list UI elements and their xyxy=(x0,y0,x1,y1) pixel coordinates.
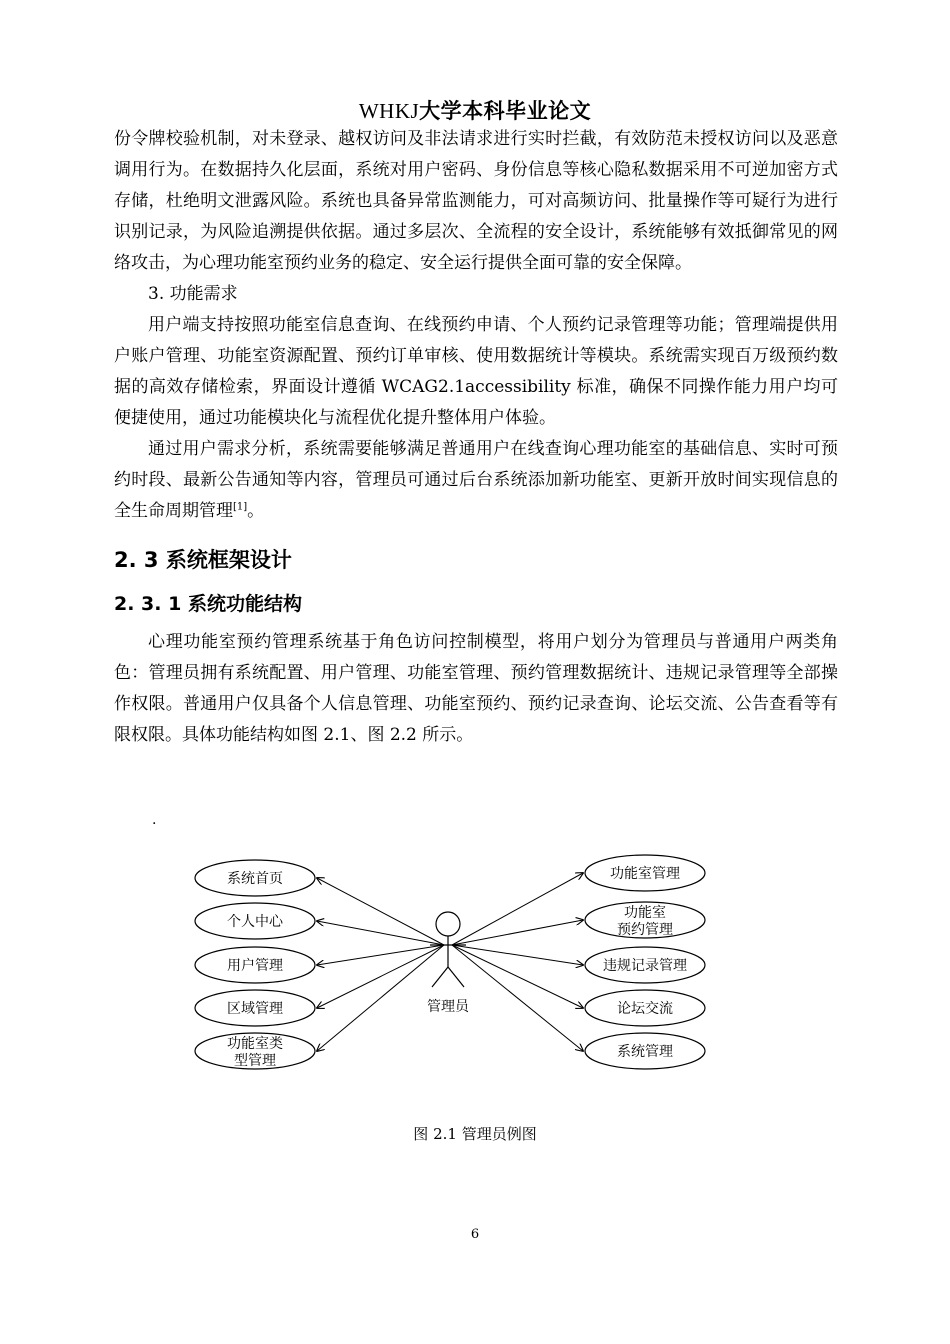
left-use-case-label-1: 系统首页 xyxy=(227,871,283,887)
subheading-functional-requirements: 3. 功能需求 xyxy=(148,284,238,304)
stray-dot: . xyxy=(152,812,157,828)
header-prefix: WHKJ xyxy=(358,99,420,123)
left-use-case-label-2: 个人中心 xyxy=(227,914,283,930)
right-use-case-label-3: 违规记录管理 xyxy=(603,958,687,974)
right-association-2 xyxy=(452,920,583,945)
right-use-case-label-4: 论坛交流 xyxy=(617,1001,673,1017)
left-use-case-label-4: 区域管理 xyxy=(227,1001,283,1017)
right-use-case-label-2-a: 功能室 xyxy=(624,905,666,921)
actor-label: 管理员 xyxy=(427,999,469,1015)
use-case-diagram xyxy=(190,845,720,1080)
citation-ref: [1] xyxy=(233,501,248,513)
left-use-case-label-3: 用户管理 xyxy=(227,958,283,974)
paragraph-needs-analysis-text: 通过用户需求分析，系统需要能够满足普通用户在线查询心理功能室的基础信息、实时可预约时段、最新公告通知等内容，管理员可通过后台系统添加新功能室、更新开放时间实现信息的全生命周期管理 xyxy=(114,439,838,521)
header-title: 大学本科毕业论文 xyxy=(419,99,592,123)
actor-head xyxy=(436,912,460,936)
page-number: 6 xyxy=(470,1227,480,1242)
figure-caption: 图 2.1 管理员例图 xyxy=(413,1125,537,1143)
page-header xyxy=(0,95,950,125)
paragraph-functional-requirements: 用户端支持按照功能室信息查询、在线预约申请、个人预约记录管理等功能；管理端提供用户账户管理、功能室资源配置、预约订单审核、使用数据统计等模块。系统需实现百万级预约数据的高效存储检索，界面设计遵循 WCAG2.1accessibility 标准，确保不同操作能力用户均可便捷使用，通过功能模块化与流程优化提升整体用户体验。 xyxy=(114,315,838,428)
subsection-heading: 2. 3. 1 系统功能结构 xyxy=(114,593,302,615)
left-association-2 xyxy=(317,921,444,945)
left-association-1 xyxy=(317,878,444,945)
paragraph-end-mark: 。 xyxy=(247,501,265,521)
paragraph-function-structure: 心理功能室预约管理系统基于角色访问控制模型，将用户划分为管理员与普通用户两类角色：管理员拥有系统配置、用户管理、功能室管理、预约管理数据统计、违规记录管理等全部操作权限。普通用户仅具备个人信息管理、功能室预约、预约记录查询、论坛交流、公告查看等有限权限。具体功能结构如图 2.1、图 2.2 所示。 xyxy=(114,632,838,745)
right-association-1 xyxy=(452,873,583,945)
actor-leg-right xyxy=(448,967,464,987)
right-use-case-label-1: 功能室管理 xyxy=(610,866,680,882)
actor-leg-left xyxy=(432,967,448,987)
right-use-case-label-5: 系统管理 xyxy=(617,1044,673,1060)
paragraph-security: 份令牌校验机制，对未登录、越权访问及非法请求进行实时拦截，有效防范未授权访问以及恶意调用行为。在数据持久化层面，系统对用户密码、身份信息等核心隐私数据采用不可逆加密方式存储，杜绝明文泄露风险。系统也具备异常监测能力，可对高频访问、批量操作等可疑行为进行识别记录，为风险追溯提供依据。通过多层次、全流程的安全设计，系统能够有效抵御常见的网络攻击，为心理功能室预约业务的稳定、安全运行提供全面可靠的安全保障。 xyxy=(114,129,838,273)
right-use-case-label-2-b: 预约管理 xyxy=(617,922,673,938)
left-use-case-label-5-a: 功能室类 xyxy=(227,1036,283,1052)
section-heading: 2. 3 系统框架设计 xyxy=(114,548,292,572)
paragraph-needs-analysis xyxy=(114,434,838,527)
left-use-case-label-5-b: 型管理 xyxy=(234,1053,276,1069)
page-body xyxy=(114,124,838,751)
